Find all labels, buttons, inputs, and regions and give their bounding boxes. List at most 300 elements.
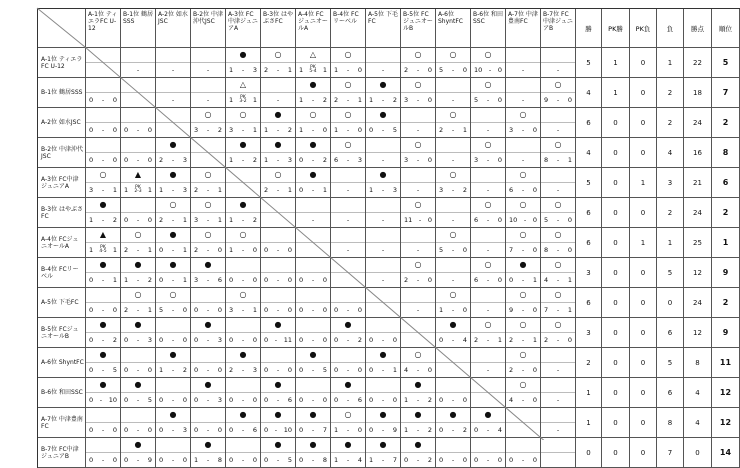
no-match-dash: - bbox=[556, 425, 560, 434]
score-dash: - bbox=[101, 215, 105, 224]
score-dash: - bbox=[311, 275, 315, 284]
result-score bbox=[506, 423, 540, 437]
result-cell bbox=[261, 228, 296, 258]
result-symbol: △ bbox=[296, 48, 330, 63]
result-cell bbox=[261, 168, 296, 198]
result-score bbox=[261, 363, 295, 377]
result-cell bbox=[86, 378, 121, 408]
score-right: 0 bbox=[322, 305, 327, 314]
score-left: 2 bbox=[124, 305, 129, 314]
result-score bbox=[296, 393, 330, 407]
result-cell bbox=[366, 198, 401, 228]
score-left: 1 bbox=[229, 245, 234, 254]
result-score bbox=[401, 213, 435, 227]
result-symbol: ○ bbox=[191, 228, 225, 243]
score-right: 0 bbox=[392, 395, 397, 404]
result-cell bbox=[436, 438, 471, 468]
result-score bbox=[156, 273, 190, 287]
score-dash: - bbox=[241, 65, 245, 74]
score-left: 7 bbox=[544, 305, 549, 314]
result-symbol: ● bbox=[366, 108, 400, 123]
result-score bbox=[191, 273, 225, 287]
score-right: 0 bbox=[427, 65, 432, 74]
score-left: 9 bbox=[544, 95, 549, 104]
score-dash: - bbox=[136, 425, 140, 434]
score-left: 1 bbox=[229, 65, 234, 74]
result-score bbox=[191, 423, 225, 437]
score-dash: - bbox=[206, 395, 210, 404]
score-dash: - bbox=[311, 95, 315, 104]
result-symbol: ● bbox=[156, 258, 190, 273]
score-left: 1 bbox=[124, 185, 129, 194]
result-cell bbox=[226, 48, 261, 78]
result-symbol: ● bbox=[366, 168, 400, 183]
points-cell: 16 bbox=[684, 138, 712, 168]
result-symbol: ○ bbox=[541, 288, 575, 303]
result-cell bbox=[86, 108, 121, 138]
score-dash: - bbox=[381, 455, 385, 464]
result-cell bbox=[191, 198, 226, 228]
score-dash: - bbox=[171, 215, 175, 224]
result-score bbox=[191, 213, 225, 227]
pk-score bbox=[134, 186, 141, 195]
result-cell bbox=[471, 198, 506, 228]
result-symbol bbox=[541, 348, 575, 363]
result-score bbox=[261, 303, 295, 317]
result-score bbox=[471, 213, 505, 227]
score-left: 0 bbox=[509, 275, 514, 284]
result-symbol: ● bbox=[331, 318, 365, 333]
result-symbol: ○ bbox=[436, 228, 470, 243]
score-left: 0 bbox=[124, 425, 129, 434]
result-score bbox=[261, 243, 295, 257]
result-symbol: ● bbox=[121, 378, 155, 393]
result-score bbox=[506, 63, 540, 77]
score-left: 1 bbox=[124, 275, 129, 284]
score-right: 3 bbox=[182, 425, 187, 434]
result-cell bbox=[506, 258, 541, 288]
result-score bbox=[401, 393, 435, 407]
result-cell bbox=[506, 108, 541, 138]
score-left: 0 bbox=[264, 275, 269, 284]
score-right: 1 bbox=[357, 95, 362, 104]
result-cell bbox=[506, 288, 541, 318]
result-score bbox=[401, 93, 435, 107]
result-symbol bbox=[541, 378, 575, 393]
result-cell bbox=[121, 408, 156, 438]
result-symbol: ○ bbox=[541, 318, 575, 333]
score-dash: - bbox=[171, 155, 175, 164]
result-cell bbox=[156, 258, 191, 288]
score-right: 0 bbox=[567, 245, 572, 254]
score-right: 0 bbox=[147, 425, 152, 434]
result-score bbox=[506, 363, 540, 377]
score-right: 6 bbox=[287, 395, 292, 404]
result-symbol: ● bbox=[296, 408, 330, 423]
score-right: 1 bbox=[147, 305, 152, 314]
result-cell bbox=[471, 138, 506, 168]
score-left: 0 bbox=[334, 305, 339, 314]
score-right: 0 bbox=[147, 125, 152, 134]
result-symbol: ○ bbox=[401, 78, 435, 93]
score-right: 6 bbox=[357, 395, 362, 404]
result-symbol: ○ bbox=[296, 108, 330, 123]
score-left: 6 bbox=[474, 215, 479, 224]
column-header: B-7位 FC中津ジュニアB bbox=[541, 9, 576, 48]
pk-label: PK bbox=[100, 244, 106, 250]
result-score bbox=[296, 93, 330, 107]
score-right: 0 bbox=[252, 245, 257, 254]
result-score bbox=[191, 243, 225, 257]
result-cell bbox=[471, 288, 506, 318]
result-cell bbox=[156, 348, 191, 378]
result-symbol: ▲ bbox=[86, 228, 120, 243]
score-right: 0 bbox=[532, 245, 537, 254]
result-symbol: ● bbox=[331, 378, 365, 393]
result-cell bbox=[156, 408, 191, 438]
score-right: 2 bbox=[462, 425, 467, 434]
result-symbol: ● bbox=[296, 438, 330, 453]
result-cell bbox=[436, 138, 471, 168]
score-dash: - bbox=[311, 155, 315, 164]
result-score bbox=[331, 333, 365, 347]
result-symbol bbox=[121, 348, 155, 363]
pk-score bbox=[239, 96, 246, 105]
result-cell bbox=[541, 258, 576, 288]
wins-cell: 5 bbox=[576, 48, 602, 78]
result-cell bbox=[471, 168, 506, 198]
result-cell bbox=[541, 78, 576, 108]
result-score bbox=[401, 333, 435, 347]
score-right: 0 bbox=[217, 245, 222, 254]
result-score bbox=[86, 213, 120, 227]
result-score bbox=[541, 363, 575, 377]
score-right: 1 bbox=[287, 65, 292, 74]
result-cell bbox=[471, 438, 506, 468]
score-dash: - bbox=[451, 65, 455, 74]
losses-cell: 6 bbox=[657, 378, 684, 408]
score-left: 0 bbox=[89, 305, 94, 314]
result-score bbox=[226, 123, 260, 137]
result-cell bbox=[121, 378, 156, 408]
result-symbol bbox=[121, 48, 155, 63]
score-right: 0 bbox=[532, 305, 537, 314]
score-left: 4 bbox=[404, 365, 409, 374]
result-cell bbox=[296, 258, 331, 288]
result-score bbox=[401, 303, 435, 317]
result-symbol: ○ bbox=[331, 138, 365, 153]
score-right: 1 bbox=[147, 185, 152, 194]
result-symbol bbox=[261, 258, 295, 273]
score-right: 0 bbox=[147, 155, 152, 164]
score-right: 3 bbox=[217, 395, 222, 404]
result-score bbox=[506, 303, 540, 317]
result-symbol bbox=[541, 168, 575, 183]
result-score bbox=[121, 333, 155, 347]
score-left: 0 bbox=[159, 455, 164, 464]
score-dash: - bbox=[486, 335, 490, 344]
score-right: 9 bbox=[147, 455, 152, 464]
score-left: 0 bbox=[334, 365, 339, 374]
result-symbol: ○ bbox=[506, 168, 540, 183]
result-cell bbox=[366, 348, 401, 378]
score-dash: - bbox=[276, 65, 280, 74]
result-cell bbox=[366, 258, 401, 288]
points-cell: 18 bbox=[684, 78, 712, 108]
result-score bbox=[86, 273, 120, 287]
result-cell bbox=[506, 138, 541, 168]
score-right: 0 bbox=[182, 305, 187, 314]
score-left: 0 bbox=[124, 125, 129, 134]
result-score bbox=[471, 183, 505, 197]
result-score bbox=[261, 333, 295, 347]
score-dash: - bbox=[486, 455, 490, 464]
result-score bbox=[471, 63, 505, 77]
pk-losses-cell: 0 bbox=[630, 378, 657, 408]
score-dash: - bbox=[416, 455, 420, 464]
no-match-dash: - bbox=[521, 95, 525, 104]
score-right: 1 bbox=[392, 365, 397, 374]
score-dash: - bbox=[416, 95, 420, 104]
result-score bbox=[156, 93, 190, 107]
result-symbol bbox=[471, 378, 505, 393]
result-score bbox=[121, 363, 155, 377]
result-score bbox=[366, 273, 400, 287]
score-right: 0 bbox=[252, 335, 257, 344]
losses-cell: 5 bbox=[657, 348, 684, 378]
points-cell: 22 bbox=[684, 48, 712, 78]
result-cell bbox=[226, 408, 261, 438]
score-dash: - bbox=[488, 65, 492, 74]
result-cell bbox=[506, 168, 541, 198]
result-score bbox=[191, 363, 225, 377]
column-header: A-7位 中津豊南FC bbox=[506, 9, 541, 48]
score-right: 1 bbox=[252, 95, 257, 104]
no-match-dash: - bbox=[346, 245, 350, 254]
score-right: 3 bbox=[287, 155, 292, 164]
result-cell bbox=[401, 168, 436, 198]
result-score bbox=[156, 423, 190, 437]
result-score bbox=[436, 423, 470, 437]
score-left: 1 bbox=[334, 125, 339, 134]
no-match-dash: - bbox=[381, 155, 385, 164]
result-score bbox=[86, 183, 120, 197]
result-score bbox=[506, 453, 540, 467]
result-cell bbox=[506, 228, 541, 258]
no-match-dash: - bbox=[381, 65, 385, 74]
result-symbol bbox=[226, 378, 260, 393]
score-left: 0 bbox=[299, 425, 304, 434]
result-score bbox=[86, 93, 120, 107]
result-score bbox=[226, 93, 260, 107]
result-cell bbox=[366, 378, 401, 408]
self-cell bbox=[261, 198, 296, 228]
score-right: 9 bbox=[392, 425, 397, 434]
result-symbol bbox=[471, 228, 505, 243]
result-score bbox=[86, 63, 120, 77]
result-cell bbox=[401, 228, 436, 258]
score-left: 1 bbox=[369, 185, 374, 194]
result-score bbox=[296, 63, 330, 77]
rank-cell: 2 bbox=[712, 198, 740, 228]
score-dash: - bbox=[206, 275, 210, 284]
score-right: 0 bbox=[112, 425, 117, 434]
wins-cell: 3 bbox=[576, 258, 602, 288]
result-symbol: ○ bbox=[226, 288, 260, 303]
result-cell bbox=[541, 378, 576, 408]
score-dash: - bbox=[276, 245, 280, 254]
score-dash: - bbox=[136, 245, 140, 254]
result-score bbox=[191, 93, 225, 107]
result-cell bbox=[261, 258, 296, 288]
result-score bbox=[436, 363, 470, 377]
result-cell bbox=[191, 438, 226, 468]
self-cell bbox=[471, 378, 506, 408]
score-dash: - bbox=[521, 125, 525, 134]
score-left: 0 bbox=[89, 155, 94, 164]
result-cell bbox=[226, 318, 261, 348]
score-left: 1 bbox=[159, 365, 164, 374]
result-score bbox=[541, 303, 575, 317]
result-symbol bbox=[261, 78, 295, 93]
score-right: 1 bbox=[182, 245, 187, 254]
score-left: 0 bbox=[89, 335, 94, 344]
score-left: 10 bbox=[474, 65, 483, 74]
result-score bbox=[366, 303, 400, 317]
result-score bbox=[86, 363, 120, 377]
result-symbol bbox=[541, 108, 575, 123]
result-symbol: ○ bbox=[506, 318, 540, 333]
pk-score bbox=[99, 246, 106, 255]
score-right: 0 bbox=[567, 215, 572, 224]
result-cell bbox=[471, 228, 506, 258]
no-match-dash: - bbox=[381, 245, 385, 254]
score-dash: - bbox=[381, 395, 385, 404]
result-cell bbox=[86, 168, 121, 198]
score-dash: - bbox=[241, 155, 245, 164]
score-right: 1 bbox=[217, 215, 222, 224]
no-match-dash: - bbox=[486, 245, 490, 254]
wins-cell: 0 bbox=[576, 438, 602, 468]
result-symbol: ○ bbox=[156, 198, 190, 213]
score-left: 2 bbox=[159, 215, 164, 224]
pk-label: PK bbox=[310, 64, 316, 70]
result-score bbox=[156, 183, 190, 197]
column-header: B-3位 はやぶさFC bbox=[261, 9, 296, 48]
result-symbol: ● bbox=[366, 408, 400, 423]
result-score bbox=[506, 153, 540, 167]
score-left: 3 bbox=[229, 125, 234, 134]
result-score bbox=[436, 153, 470, 167]
result-cell bbox=[261, 78, 296, 108]
result-score bbox=[86, 393, 120, 407]
result-symbol bbox=[121, 78, 155, 93]
result-symbol bbox=[156, 378, 190, 393]
result-cell bbox=[506, 378, 541, 408]
no-match-dash: - bbox=[311, 215, 315, 224]
score-dash: - bbox=[346, 125, 350, 134]
score-left: 0 bbox=[369, 365, 374, 374]
score-dash: - bbox=[136, 275, 140, 284]
pk-wins-cell: 0 bbox=[602, 108, 630, 138]
score-dash: - bbox=[206, 365, 210, 374]
score-right: 0 bbox=[112, 95, 117, 104]
result-symbol bbox=[191, 78, 225, 93]
score-dash: - bbox=[311, 185, 315, 194]
result-score bbox=[121, 183, 155, 197]
score-left: 3 bbox=[404, 95, 409, 104]
score-dash: - bbox=[556, 155, 560, 164]
score-left: 0 bbox=[509, 455, 514, 464]
result-score bbox=[261, 93, 295, 107]
score-right: 1 bbox=[287, 185, 292, 194]
result-symbol: ● bbox=[261, 318, 295, 333]
score-dash: - bbox=[241, 215, 245, 224]
result-symbol: ○ bbox=[506, 288, 540, 303]
score-right: 2 bbox=[392, 95, 397, 104]
result-score bbox=[366, 213, 400, 227]
no-match-dash: - bbox=[556, 395, 560, 404]
result-symbol bbox=[191, 288, 225, 303]
result-symbol bbox=[86, 48, 120, 63]
result-score bbox=[471, 333, 505, 347]
result-symbol: ○ bbox=[121, 288, 155, 303]
result-symbol: ○ bbox=[471, 48, 505, 63]
result-cell bbox=[401, 258, 436, 288]
score-dash: - bbox=[486, 155, 490, 164]
result-score bbox=[541, 213, 575, 227]
result-symbol bbox=[86, 408, 120, 423]
result-cell bbox=[86, 348, 121, 378]
score-left: 1 bbox=[299, 95, 304, 104]
pk-losses-cell: 0 bbox=[630, 258, 657, 288]
score-dash: - bbox=[241, 395, 245, 404]
result-cell bbox=[331, 48, 366, 78]
result-symbol bbox=[191, 408, 225, 423]
result-symbol: ● bbox=[401, 408, 435, 423]
result-cell bbox=[541, 138, 576, 168]
result-symbol: ● bbox=[261, 408, 295, 423]
score-left: 2 bbox=[194, 185, 199, 194]
result-score bbox=[506, 93, 540, 107]
losses-cell: 2 bbox=[657, 108, 684, 138]
result-symbol bbox=[366, 258, 400, 273]
result-cell bbox=[401, 78, 436, 108]
result-cell bbox=[226, 258, 261, 288]
wins-cell: 6 bbox=[576, 198, 602, 228]
score-right: 1 bbox=[252, 305, 257, 314]
result-score bbox=[331, 153, 365, 167]
result-cell bbox=[436, 168, 471, 198]
score-dash: - bbox=[381, 425, 385, 434]
score-left: 0 bbox=[299, 155, 304, 164]
result-score bbox=[226, 63, 260, 77]
result-score bbox=[366, 423, 400, 437]
result-cell bbox=[121, 348, 156, 378]
score-right: 2 bbox=[427, 455, 432, 464]
score-left: 2 bbox=[439, 125, 444, 134]
score-right: 0 bbox=[532, 455, 537, 464]
result-score bbox=[401, 123, 435, 137]
result-score bbox=[226, 213, 260, 227]
result-score bbox=[436, 273, 470, 287]
score-dash: - bbox=[311, 305, 315, 314]
score-left: 0 bbox=[439, 335, 444, 344]
result-symbol bbox=[436, 138, 470, 153]
result-symbol: ● bbox=[401, 378, 435, 393]
result-score bbox=[366, 63, 400, 77]
result-score bbox=[366, 453, 400, 467]
